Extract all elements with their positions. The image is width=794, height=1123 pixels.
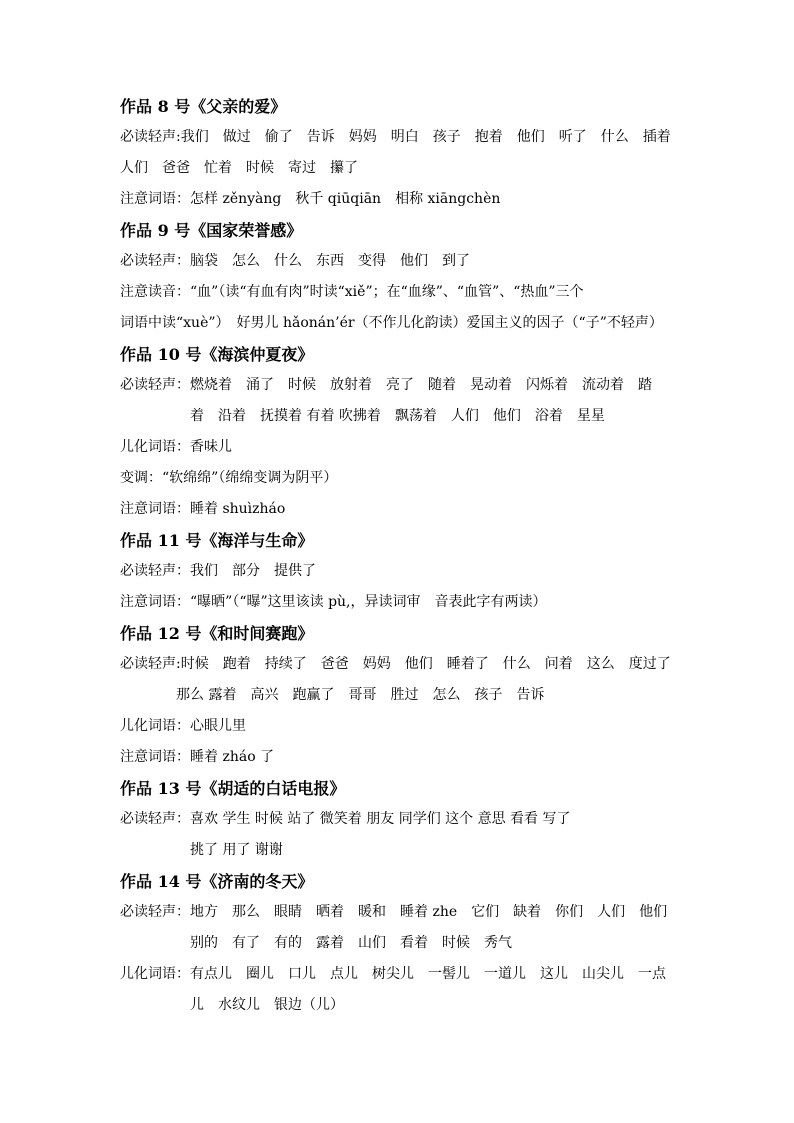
text-line: 必读轻声:我们 做过 偷了 告诉 妈妈 明白 孩子 抱着 他们 听了 什么 插着 <box>120 129 671 145</box>
text-line: 注意词语：睡着 shuìzháo <box>120 501 286 517</box>
section-title-13: 作品 13 号《胡适的白话电报》 <box>120 779 346 798</box>
text-line: 挑了 用了 谢谢 <box>190 842 283 858</box>
text-line: 注意词语：怎样 zěnyàng 秋千 qiūqiān 相称 xiāngchèn <box>120 191 501 207</box>
text-line: 必读轻声：脑袋 怎么 什么 东西 变得 他们 到了 <box>120 253 470 269</box>
section-title-10: 作品 10 号《海滨仲夏夜》 <box>120 345 314 364</box>
text-line: 儿化词语：香味儿 <box>120 439 232 455</box>
text-line: 那么 露着 高兴 跑赢了 哥哥 胜过 怎么 孩子 告诉 <box>176 687 545 703</box>
section-title-11: 作品 11 号《海洋与生命》 <box>120 531 314 550</box>
text-line: 注意读音：“血”（读“有血有肉”时读“xiě”；在“血缘”、“血管”、“热血”三个 <box>120 284 584 300</box>
text-line: 注意词语：睡着 zháo 了 <box>120 749 275 765</box>
text-line: 变调：“软绵绵”（绵绵变调为阴平） <box>120 470 338 486</box>
text-line: 必读轻声：地方 那么 眼睛 晒着 暖和 睡着 zhe 它们 缺着 你们 人们 他们 <box>120 904 668 920</box>
text-line: 别的 有了 有的 露着 山们 看着 时候 秀气 <box>190 935 512 951</box>
text-line: 儿 水纹儿 银边（儿） <box>190 997 344 1013</box>
text-line: 必读轻声：燃烧着 涌了 时候 放射着 亮了 随着 晃动着 闪烁着 流动着 踏 <box>120 377 652 393</box>
text-line: 必读轻声:时候 跑着 持续了 爸爸 妈妈 他们 睡着了 什么 问着 这么 度过了 <box>120 656 671 672</box>
section-title-12: 作品 12 号《和时间赛跑》 <box>120 624 314 643</box>
text-line: 词语中读“xuè”） 好男儿 hǎonán’ér（不作儿化韵读）爱国主义的因子（“子”不轻声） <box>120 315 663 331</box>
section-title-9: 作品 9 号《国家荣誉感》 <box>120 221 303 240</box>
text-line: 儿化词语：有点儿 圈儿 口儿 点儿 树尖儿 一髻儿 一道儿 这儿 山尖儿 一点 <box>120 966 666 982</box>
section-title-14: 作品 14 号《济南的冬天》 <box>120 872 314 891</box>
text-line: 注意词语：“曝晒”（“曝”这里该读 pù,，异读词审 音表此字有两读） <box>120 594 547 610</box>
text-line: 儿化词语：心眼儿里 <box>120 718 246 734</box>
text-line: 必读轻声：喜欢 学生 时候 站了 微笑着 朋友 同学们 这个 意思 看看 写了 <box>120 811 571 827</box>
text-line: 人们 爸爸 忙着 时候 寄过 攥了 <box>120 160 358 176</box>
text-line: 着 沿着 抚摸着 有着 吹拂着 飘荡着 人们 他们 浴着 星星 <box>190 408 605 424</box>
text-line: 必读轻声：我们 部分 提供了 <box>120 563 316 579</box>
section-title-8: 作品 8 号《父亲的爱》 <box>120 97 287 116</box>
document-body <box>120 91 680 1021</box>
